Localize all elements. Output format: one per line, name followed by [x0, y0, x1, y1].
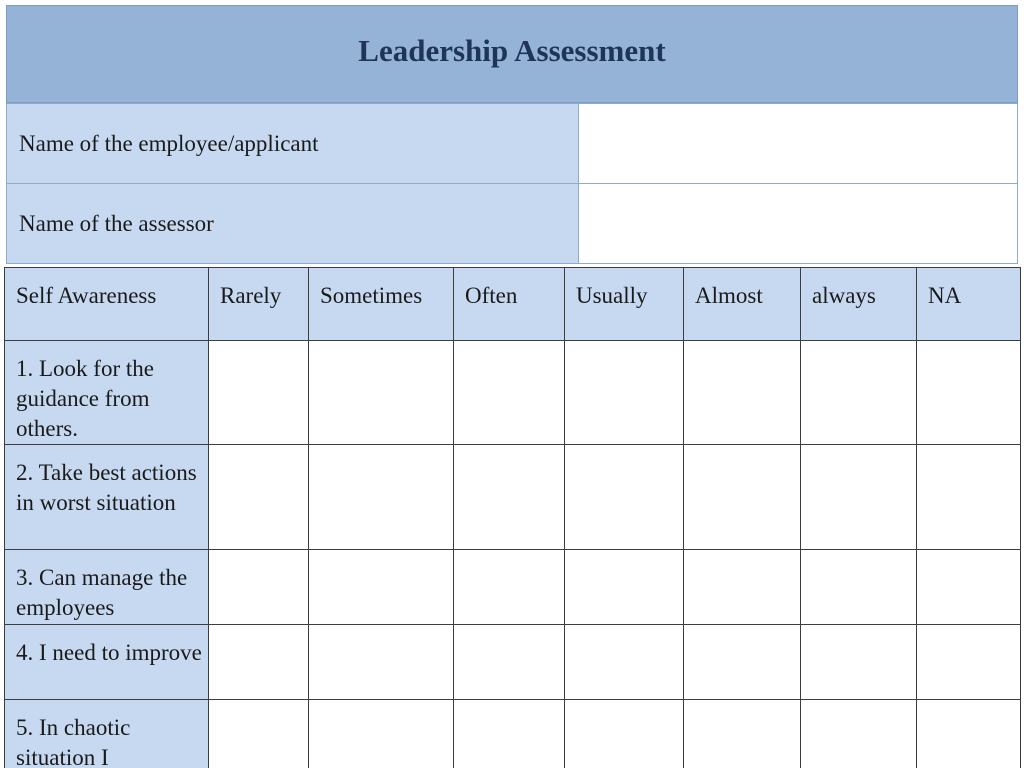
rating-cell-almost[interactable]: [684, 550, 801, 625]
item-label: 1. Look for the guidance from others.: [5, 341, 209, 445]
rating-cell-na[interactable]: [917, 550, 1021, 625]
table-row: [5, 700, 1021, 768]
header-usually: Usually: [565, 268, 684, 341]
employee-label: Name of the employee/applicant: [7, 104, 579, 184]
rating-cell-always[interactable]: [801, 625, 917, 700]
rating-cell-sometimes[interactable]: [309, 445, 454, 550]
table-row: [5, 550, 1021, 625]
rating-cell-usually[interactable]: [565, 625, 684, 700]
rating-cell-usually[interactable]: [565, 445, 684, 550]
employee-name-field[interactable]: [579, 104, 1018, 184]
assessor-label: Name of the assessor: [7, 184, 579, 264]
rating-cell-na[interactable]: [917, 625, 1021, 700]
header-row: [5, 268, 1021, 341]
rating-cell-often[interactable]: [454, 550, 565, 625]
header-always: always: [801, 268, 917, 341]
header-almost: Almost: [684, 268, 801, 341]
rating-cell-rarely[interactable]: [209, 550, 309, 625]
rating-cell-often[interactable]: [454, 700, 565, 768]
info-table: [6, 103, 1018, 264]
info-row-assessor: [7, 184, 1018, 264]
table-row: [5, 625, 1021, 700]
rating-cell-sometimes[interactable]: [309, 625, 454, 700]
page-title: Leadership Assessment: [358, 33, 666, 68]
rating-cell-rarely[interactable]: [209, 341, 309, 445]
rating-cell-often[interactable]: [454, 445, 565, 550]
header-na: NA: [917, 268, 1021, 341]
rating-cell-rarely[interactable]: [209, 700, 309, 768]
rating-cell-usually[interactable]: [565, 341, 684, 445]
rating-cell-often[interactable]: [454, 341, 565, 445]
item-label: 4. I need to improve: [5, 625, 209, 700]
header-rarely: Rarely: [209, 268, 309, 341]
rating-cell-always[interactable]: [801, 550, 917, 625]
rating-cell-na[interactable]: [917, 341, 1021, 445]
header-sometimes: Sometimes: [309, 268, 454, 341]
rating-cell-sometimes[interactable]: [309, 341, 454, 445]
rating-cell-almost[interactable]: [684, 625, 801, 700]
rating-cell-na[interactable]: [917, 445, 1021, 550]
info-row-employee: [7, 104, 1018, 184]
rating-cell-sometimes[interactable]: [309, 550, 454, 625]
rating-cell-rarely[interactable]: [209, 445, 309, 550]
item-label: 3. Can manage the employees: [5, 550, 209, 625]
item-label: 5. In chaotic situation I: [5, 700, 209, 768]
rating-cell-sometimes[interactable]: [309, 700, 454, 768]
rating-cell-almost[interactable]: [684, 445, 801, 550]
rating-cell-almost[interactable]: [684, 341, 801, 445]
rating-cell-always[interactable]: [801, 700, 917, 768]
rating-cell-almost[interactable]: [684, 700, 801, 768]
rating-cell-rarely[interactable]: [209, 625, 309, 700]
table-row: [5, 341, 1021, 445]
header-self-awareness: Self Awareness: [5, 268, 209, 341]
rating-cell-always[interactable]: [801, 341, 917, 445]
assessment-grid: [4, 267, 1021, 768]
rating-cell-usually[interactable]: [565, 550, 684, 625]
item-label: 2. Take best actions in worst situation: [5, 445, 209, 550]
rating-cell-always[interactable]: [801, 445, 917, 550]
assessor-name-field[interactable]: [579, 184, 1018, 264]
rating-cell-often[interactable]: [454, 625, 565, 700]
title-bar: [6, 5, 1018, 103]
rating-cell-usually[interactable]: [565, 700, 684, 768]
rating-cell-na[interactable]: [917, 700, 1021, 768]
header-often: Often: [454, 268, 565, 341]
table-row: [5, 445, 1021, 550]
